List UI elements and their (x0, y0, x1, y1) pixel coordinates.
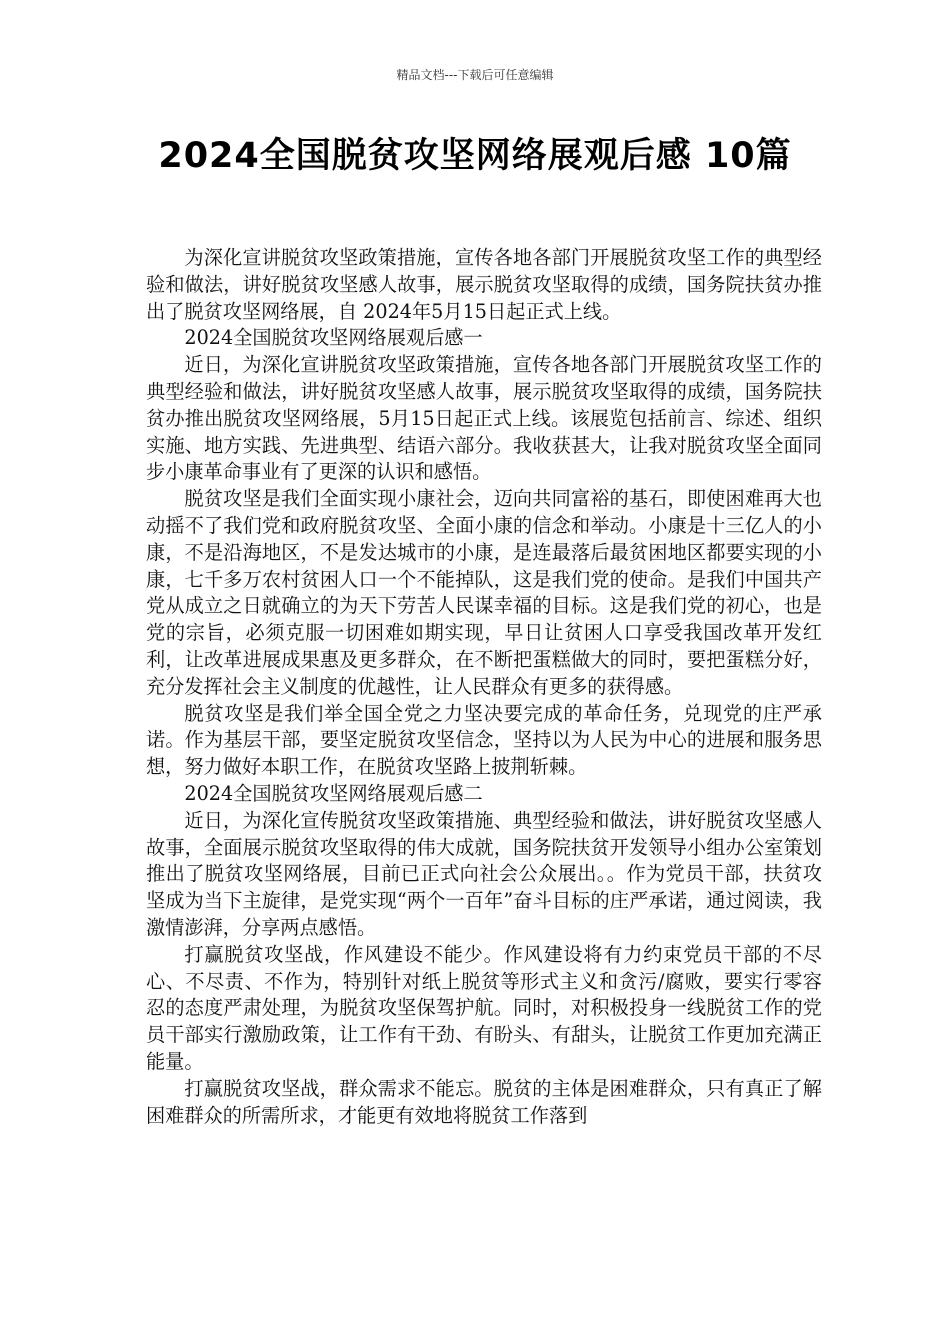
section-heading-1: 2024全国脱贫攻坚网络展观后感一 (184, 326, 483, 350)
paragraph: 脱贫攻坚是我们举全国全党之力坚决要完成的革命任务，兑现党的庄严承诺。作为基层干部，要坚定脱贫攻坚信念，坚持以为人民为中心的进展和服务思想，努力做好本职工作，在脱贫攻坚路上披荆斩棘。 (146, 701, 822, 779)
section-heading-2: 2024全国脱贫攻坚网络展观后感二 (184, 781, 483, 805)
paragraph: 打赢脱贫攻坚战，群众需求不能忘。脱贫的主体是困难群众，只有真正了解困难群众的所需所求，才能更有效地将脱贫工作落到 (146, 1076, 822, 1127)
paragraph: 打赢脱贫攻坚战，作风建设不能少。作风建设将有力约束党员干部的不尽心、不尽责、不作为，特别针对纸上脱贫等形式主义和贪污/腐败，要实行零容忍的态度严肃处理，为脱贫攻坚保驾护航。同时，对积极投身一线脱贫工作的党员干部实行激励政策，让工作有干劲、有盼头、有甜头，让脱贫工作更加充满正能量。 (146, 942, 822, 1073)
paragraph: 近日，为深化宣讲脱贫攻坚政策措施，宣传各地各部门开展脱贫攻坚工作的典型经验和做法，讲好脱贫攻坚感人故事，展示脱贫攻坚取得的成绩，国务院扶贫办推出脱贫攻坚网络展，5月15日起正式上线。该展览包括前言、综述、组织实施、地方实践、先进典型、结语六部分。我收获甚大，让我对脱贫攻坚全面同步小康革命事业有了更深的认识和感悟。 (146, 353, 822, 484)
header-note: 精品文档---下载后可任意编辑 (396, 68, 554, 82)
paragraph-intro: 为深化宣讲脱贫攻坚政策措施，宣传各地各部门开展脱贫攻坚工作的典型经验和做法，讲好脱贫攻坚感人故事，展示脱贫攻坚取得的成绩，国务院扶贫办推出了脱贫攻坚网络展，自 2024年5月15日起正式上线。 (146, 246, 822, 323)
paragraph: 脱贫攻坚是我们全面实现小康社会，迈向共同富裕的基石，即使困难再大也动摇不了我们党和政府脱贫攻坚、全面小康的信念和举动。小康是十三亿人的小康，不是沿海地区，不是发达城市的小康，是连最落后最贫困地区都要实现的小康，七千多万农村贫困人口一个不能掉队，这是我们党的使命。是我们中国共产党从成立之日就确立的为天下劳苦人民谋幸福的目标。这是我们党的初心，也是党的宗旨，必须克服一切困难如期实现，早日让贫困人口享受我国改革开发红利，让改革进展成果惠及更多群众，在不断把蛋糕做大的同时，要把蛋糕分好，充分发挥社会主义制度的优越性，让人民群众有更多的获得感。 (146, 487, 822, 698)
document-body (146, 245, 822, 1129)
document-title: 2024全国脱贫攻坚网络展观后感 10篇 (158, 136, 792, 176)
paragraph: 近日，为深化宣传脱贫攻坚政策措施、典型经验和做法，讲好脱贫攻坚感人故事，全面展示脱贫攻坚取得的伟大成就，国务院扶贫开发领导小组办公室策划推出了脱贫攻坚网络展，目前已正式向社会公众展出。。作为党员干部，扶贫攻坚成为当下主旋律，是党实现“两个一百年”奋斗目标的庄严承诺，通过阅读，我激情澎湃，分享两点感悟。 (146, 808, 822, 939)
